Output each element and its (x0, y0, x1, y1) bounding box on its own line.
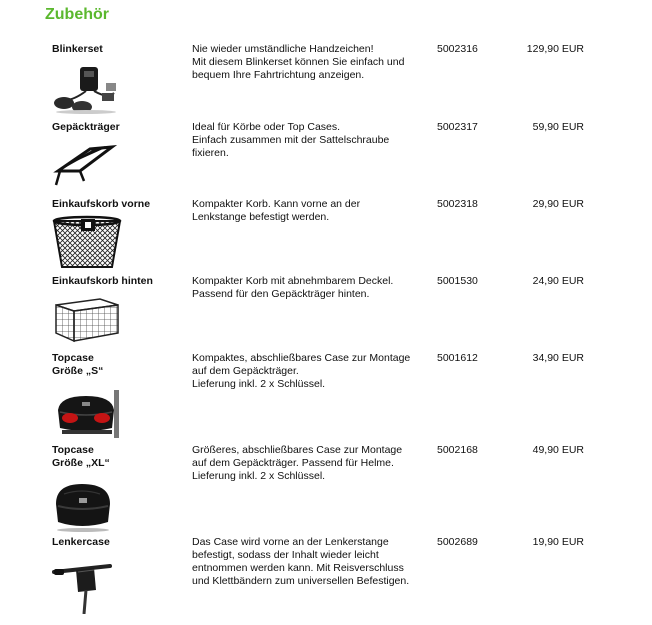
product-description: Nie wieder umständliche Handzeichen! Mit diesem Blinkerset können Sie einfach und bequem Ihre Fahrtrichtung anzeigen. (192, 43, 405, 81)
product-code: 5002317 (437, 121, 478, 133)
product-description: Kompaktes, abschließbares Case zur Montage auf dem Gepäckträger. Lieferung inkl. 2 x Schlüssel. (192, 352, 411, 390)
product-name: Lenkercase (52, 536, 110, 548)
product-price: 34,90 EUR (532, 352, 584, 364)
product-price: 49,90 EUR (532, 444, 584, 456)
turn-signal-set-icon (50, 63, 122, 115)
front-basket-icon (50, 213, 124, 271)
product-code: 5001612 (437, 352, 478, 364)
product-name: Gepäckträger (52, 121, 120, 133)
product-price: 29,90 EUR (532, 198, 584, 210)
product-code: 5002318 (437, 198, 478, 210)
product-code: 5002316 (437, 43, 478, 55)
topcase-xl-icon (50, 480, 116, 532)
product-description: Größeres, abschließbares Case zur Montage auf dem Gepäckträger. Passend für Helme. Lieferung inkl. 2 x Schlüssel. (192, 444, 403, 482)
luggage-rack-icon (50, 141, 120, 187)
product-price: 24,90 EUR (532, 275, 584, 287)
topcase-small-icon (50, 388, 126, 442)
page-title: Zubehör (45, 6, 109, 23)
product-code: 5002689 (437, 536, 478, 548)
product-description: Ideal für Körbe oder Top Cases. Einfach zusammen mit der Sattelschraube fixieren. (192, 121, 390, 159)
product-code: 5002168 (437, 444, 478, 456)
product-name: Einkaufskorb hinten (52, 275, 153, 287)
product-description: Das Case wird vorne an der Lenkerstange befestigt, sodass der Inhalt wieder leicht entnommen werden kann. Mit Reisverschluss und Klettbändern zum universellen Befestigen. (192, 536, 410, 587)
product-name: Einkaufskorb vorne (52, 198, 151, 210)
product-description: Kompakter Korb mit abnehmbarem Deckel. Passend für den Gepäckträger hinten. (192, 275, 394, 300)
product-name: Topcase Größe „XL“ (52, 444, 110, 469)
handlebar-bag-icon (50, 560, 112, 614)
product-price: 129,90 EUR (526, 43, 584, 55)
product-description: Kompakter Korb. Kann vorne an der Lenkstange befestigt werden. (192, 198, 361, 223)
product-price: 19,90 EUR (532, 536, 584, 548)
product-price: 59,90 EUR (532, 121, 584, 133)
product-code: 5001530 (437, 275, 478, 287)
product-name: Topcase Größe „S“ (52, 352, 104, 377)
rear-basket-icon (50, 295, 122, 343)
product-name: Blinkerset (52, 43, 103, 55)
